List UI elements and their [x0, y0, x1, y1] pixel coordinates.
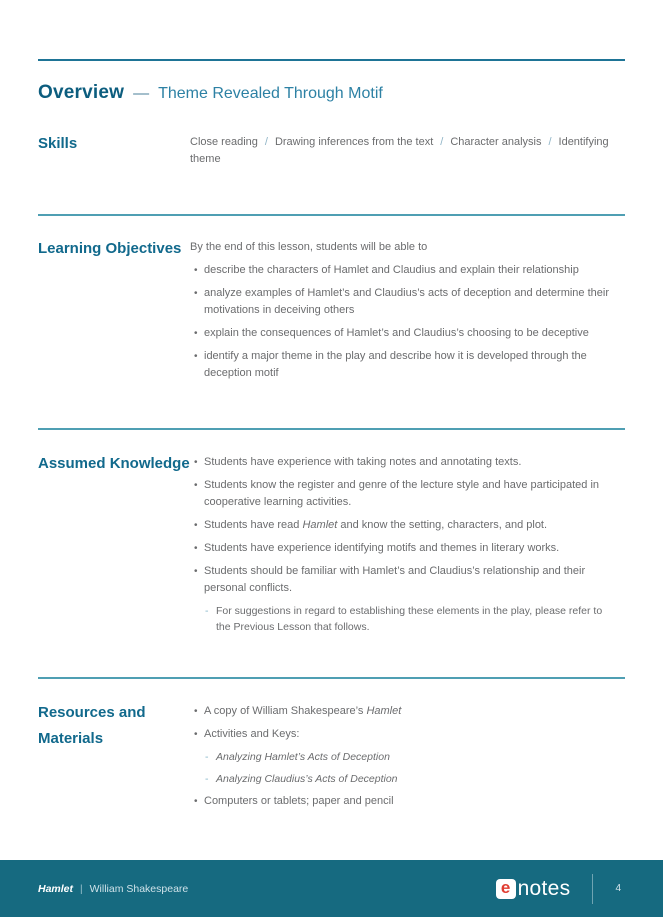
- footer-book-title: Hamlet: [38, 882, 74, 895]
- footer-right: [496, 874, 621, 904]
- bullet-icon: •: [194, 706, 198, 717]
- list-item: [190, 726, 625, 787]
- dash-icon: -: [205, 605, 209, 617]
- page-footer: [0, 860, 663, 917]
- sub-bullet-text: Analyzing Hamlet’s Acts of Deception: [216, 751, 390, 763]
- bullet-text: Students know the register and genre of the lecture style and have participated in cooperative learning activities.: [204, 479, 600, 508]
- bullet-text: Students have experience with taking notes and annotating texts.: [204, 456, 522, 468]
- resources-materials-content: [190, 700, 625, 810]
- bullet-icon: •: [194, 265, 198, 276]
- list-item: [190, 703, 625, 720]
- list-item: [190, 285, 625, 319]
- list-item: [190, 262, 625, 279]
- overview-subtitle: Theme Revealed Through Motif: [158, 85, 383, 102]
- bullet-icon: •: [194, 729, 198, 740]
- sub-bullet-text: For suggestions in regard to establishing these elements in the play, please refer to the Previous Lesson that follows.: [216, 605, 603, 633]
- section-learning-objectives: [38, 236, 625, 382]
- footer-author: William Shakespeare: [89, 882, 189, 895]
- sub-list: [204, 749, 624, 787]
- section-resources-materials: [38, 700, 625, 810]
- bullet-text: Students have experience identifying motifs and themes in literary works.: [204, 542, 560, 554]
- dash-icon: -: [205, 773, 209, 785]
- sub-list-item: [204, 771, 624, 787]
- list-item: [190, 477, 625, 511]
- sub-list: [204, 603, 624, 635]
- bullet-icon: •: [194, 796, 198, 807]
- assumed-knowledge-content: [190, 451, 625, 635]
- bullet-text: A copy of William Shakespeare’s Hamlet: [204, 705, 402, 717]
- skill-item: Drawing inferences from the text: [274, 136, 434, 148]
- skill-item: Character analysis: [450, 136, 542, 148]
- skill-item: Identifying theme: [190, 136, 609, 165]
- bullet-icon: •: [194, 288, 198, 299]
- section-skills: [38, 131, 625, 168]
- footer-divider: |: [80, 883, 83, 895]
- bullet-text: Computers or tablets; paper and pencil: [204, 795, 394, 807]
- page-number: 4: [615, 883, 621, 894]
- enotes-logo: [496, 877, 571, 901]
- section-divider: [38, 677, 625, 679]
- bullet-text: explain the consequences of Hamlet’s and Claudius’s choosing to be deceptive: [204, 327, 589, 339]
- list-item: [190, 793, 625, 810]
- enotes-e-icon: e: [496, 879, 516, 899]
- skill-item: Close reading: [190, 136, 258, 148]
- list-item: [190, 325, 625, 342]
- bullet-icon: •: [194, 566, 198, 577]
- overview-dash: —: [133, 85, 150, 102]
- list-item: [190, 454, 625, 471]
- enotes-wordmark: notes: [517, 876, 571, 900]
- top-rule: [38, 59, 625, 61]
- list-item: [190, 540, 625, 557]
- bullet-text: analyze examples of Hamlet’s and Claudius’s acts of deception and determine their motivations in deceiving others: [204, 287, 609, 316]
- section-divider: [38, 214, 625, 216]
- bullet-icon: •: [194, 543, 198, 554]
- learning-objectives-list: [190, 262, 625, 382]
- resources-materials-list: [190, 703, 625, 810]
- assumed-knowledge-list: [190, 454, 625, 635]
- skills-label: Skills: [38, 135, 78, 152]
- footer-book-info: [38, 883, 188, 895]
- section-divider: [38, 428, 625, 430]
- document-page: [0, 59, 663, 917]
- sub-bullet-text: Analyzing Claudius’s Acts of Deception: [216, 773, 398, 785]
- bullet-text: Activities and Keys: - Analyzing Hamlet’s Acts of Deception - Analyzing Claudius’s Acts of Deception: [204, 726, 624, 787]
- sub-list-item: [204, 603, 624, 635]
- resources-materials-label: Resources and Materials: [38, 704, 146, 747]
- bullet-text: describe the characters of Hamlet and Claudius and explain their relationship: [204, 264, 579, 276]
- skills-content: [190, 131, 625, 168]
- bullet-text: identify a major theme in the play and describe how it is developed through the deception motif: [204, 350, 587, 379]
- skill-separator: /: [440, 136, 444, 148]
- footer-vertical-rule: [592, 874, 593, 904]
- bullet-icon: •: [194, 328, 198, 339]
- skills-list: [190, 134, 620, 168]
- sub-list-item: [204, 749, 624, 765]
- learning-objectives-content: [190, 236, 625, 382]
- dash-icon: -: [205, 751, 209, 763]
- bullet-icon: •: [194, 351, 198, 362]
- section-assumed-knowledge: [38, 451, 625, 635]
- bullet-icon: •: [194, 457, 198, 468]
- overview-title: Overview: [38, 82, 125, 103]
- bullet-icon: •: [194, 520, 198, 531]
- list-item: [190, 563, 625, 635]
- bullet-text: Students should be familiar with Hamlet’s and Claudius’s relationship and their personal conflicts. - For suggestions in regard to establishing these elements in the play, please refer to the Previous Lesson that follows.: [204, 563, 624, 635]
- bullet-icon: •: [194, 480, 198, 491]
- learning-objectives-label: Learning Objectives: [38, 240, 182, 257]
- skill-separator: /: [548, 136, 552, 148]
- bullet-text: Students have read Hamlet and know the setting, characters, and plot.: [204, 519, 548, 531]
- skill-separator: /: [264, 136, 268, 148]
- list-item: [190, 348, 625, 382]
- learning-objectives-intro: By the end of this lesson, students will be able to: [190, 241, 428, 253]
- list-item: [190, 517, 625, 534]
- overview-heading: [38, 82, 625, 104]
- assumed-knowledge-label: Assumed Knowledge: [38, 455, 190, 472]
